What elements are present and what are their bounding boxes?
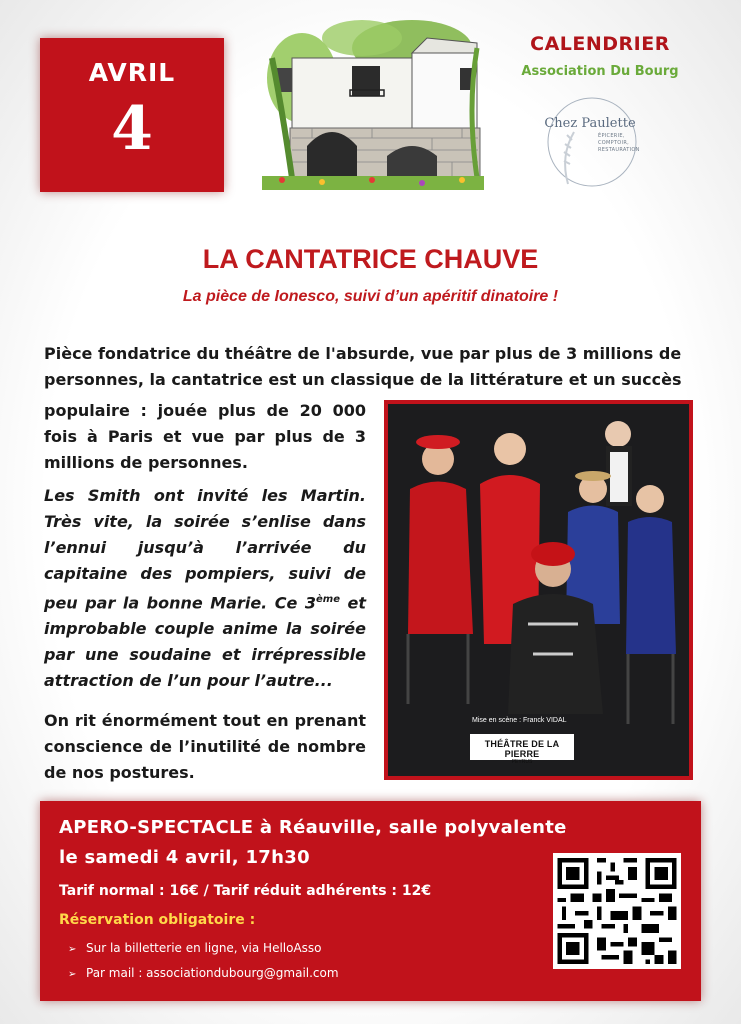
theatre-name: THÉÂTRE DE LA PIERRE — [484, 739, 560, 759]
arrow-bullet-icon: ➢ — [68, 944, 77, 955]
logo-tagline: ÉPICERIE, COMPTOIR, RESTAURATION — [598, 133, 640, 153]
arrow-bullet-icon: ➢ — [68, 969, 77, 980]
reservation-heading: Réservation obligatoire : — [59, 912, 256, 928]
synopsis-text-start: Les Smith ont invité les Martin. Très vite, la soirée s’enlise dans l’ennui jusqu’à l’arrivée du capitaine des pompiers, suivi de peu par la bonne Marie. Ce 3 — [44, 486, 366, 613]
reservation-online-text: Sur la billetterie en ligne, via HelloAsso — [86, 941, 322, 955]
chez-paulette-logo — [540, 96, 640, 192]
intro-paragraph: Pièce fondatrice du théâtre de l'absurde, vue par plus de 3 millions de personnes, la cantatrice est un classique de la littérature et un succès — [44, 344, 682, 389]
event-subtitle: La pièce de Ionesco, suivi d’un apéritif dinatoire ! — [182, 288, 559, 305]
paragraph-synopsis — [44, 483, 366, 694]
photo-credit: Mise en scène : Franck VIDAL — [472, 717, 567, 724]
theatre-logo — [470, 734, 574, 765]
paragraph-popularity: populaire : jouée plus de 20 000 fois à Paris et vue par plus de 3 millions de personnes. — [44, 401, 366, 472]
date-month: AVRIL — [88, 58, 176, 87]
event-venue: APERO-SPECTACLE à Réauville, salle polyvalente — [59, 817, 567, 838]
qr-code-icon — [553, 853, 681, 969]
event-info-banner — [40, 801, 701, 1001]
calendar-title: CALENDRIER — [530, 33, 670, 55]
cast-photo — [384, 400, 693, 780]
synopsis-text-end: et improbable couple anime la soirée par une soudaine et irrépressible attraction de l’un pour l’autre... — [44, 593, 366, 691]
theatre-place: PEYRUS — [511, 759, 533, 765]
synopsis-superscript: ème — [316, 594, 340, 605]
association-name: Association Du Bourg — [521, 64, 679, 79]
date-block — [40, 38, 224, 192]
house-illustration — [262, 18, 484, 190]
paragraph-conclusion: On rit énormément tout en prenant conscience de l’inutilité de nombre de nos postures. — [44, 711, 366, 782]
logo-name: Chez Paulette — [544, 116, 636, 131]
reservation-email-text[interactable]: Par mail : associationdubourg@gmail.com — [86, 966, 339, 980]
qr-code[interactable] — [553, 853, 681, 969]
reservation-item-email[interactable] — [68, 966, 339, 980]
reservation-item-online — [68, 941, 322, 955]
event-prices: Tarif normal : 16€ / Tarif réduit adhérents : 12€ — [59, 883, 432, 899]
event-title: LA CANTATRICE CHAUVE — [202, 244, 539, 274]
date-day: 4 — [111, 94, 153, 164]
event-datetime: le samedi 4 avril, 17h30 — [59, 847, 310, 868]
